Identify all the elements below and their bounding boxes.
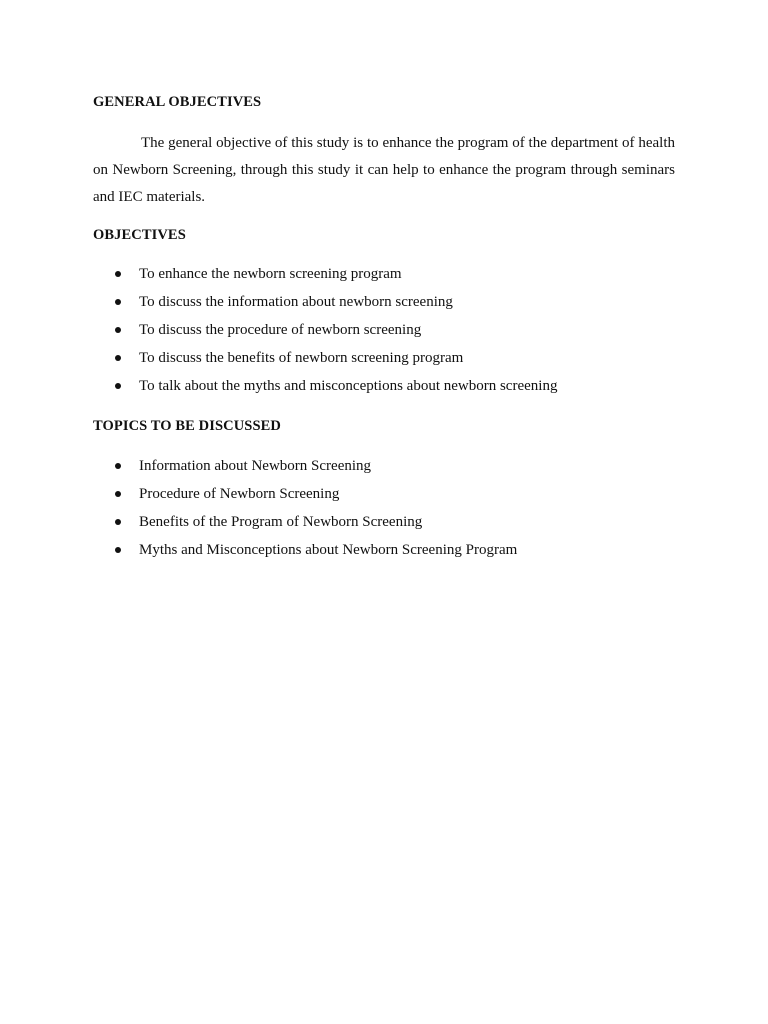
list-item-text: Benefits of the Program of Newborn Screening — [139, 514, 423, 530]
general-objective-paragraph: The general objective of this study is to enhance the program of the department of health on Newborn Screening, through this study it can help to enhance the program through seminars and IEC materials. — [93, 135, 675, 205]
objectives-list — [115, 264, 557, 404]
list-item — [115, 292, 557, 320]
list-item-text: To discuss the procedure of newborn screening — [139, 322, 422, 338]
bullet-icon — [115, 519, 121, 525]
list-item — [115, 456, 517, 484]
topics-list — [115, 456, 517, 568]
general-objectives-heading: GENERAL OBJECTIVES — [93, 94, 262, 110]
list-item — [115, 320, 557, 348]
list-item — [115, 348, 557, 376]
list-item-text: To enhance the newborn screening program — [139, 266, 402, 282]
objectives-heading: OBJECTIVES — [93, 227, 186, 243]
bullet-icon — [115, 491, 121, 497]
list-item-text: Procedure of Newborn Screening — [139, 486, 340, 502]
list-item — [115, 512, 517, 540]
list-item — [115, 540, 517, 568]
topics-heading: TOPICS TO BE DISCUSSED — [93, 418, 281, 434]
bullet-icon — [115, 547, 121, 553]
bullet-icon — [115, 299, 121, 305]
list-item-text: To discuss the information about newborn screening — [139, 294, 453, 310]
bullet-icon — [115, 355, 121, 361]
bullet-icon — [115, 327, 121, 333]
list-item — [115, 376, 557, 404]
bullet-icon — [115, 271, 121, 277]
bullet-icon — [115, 383, 121, 389]
list-item-text: To discuss the benefits of newborn screening program — [139, 350, 464, 366]
bullet-icon — [115, 463, 121, 469]
list-item-text: Information about Newborn Screening — [139, 458, 372, 474]
list-item — [115, 484, 517, 512]
list-item-text: To talk about the myths and misconceptions about newborn screening — [139, 378, 558, 394]
list-item — [115, 264, 557, 292]
list-item-text: Myths and Misconceptions about Newborn Screening Program — [139, 542, 518, 558]
